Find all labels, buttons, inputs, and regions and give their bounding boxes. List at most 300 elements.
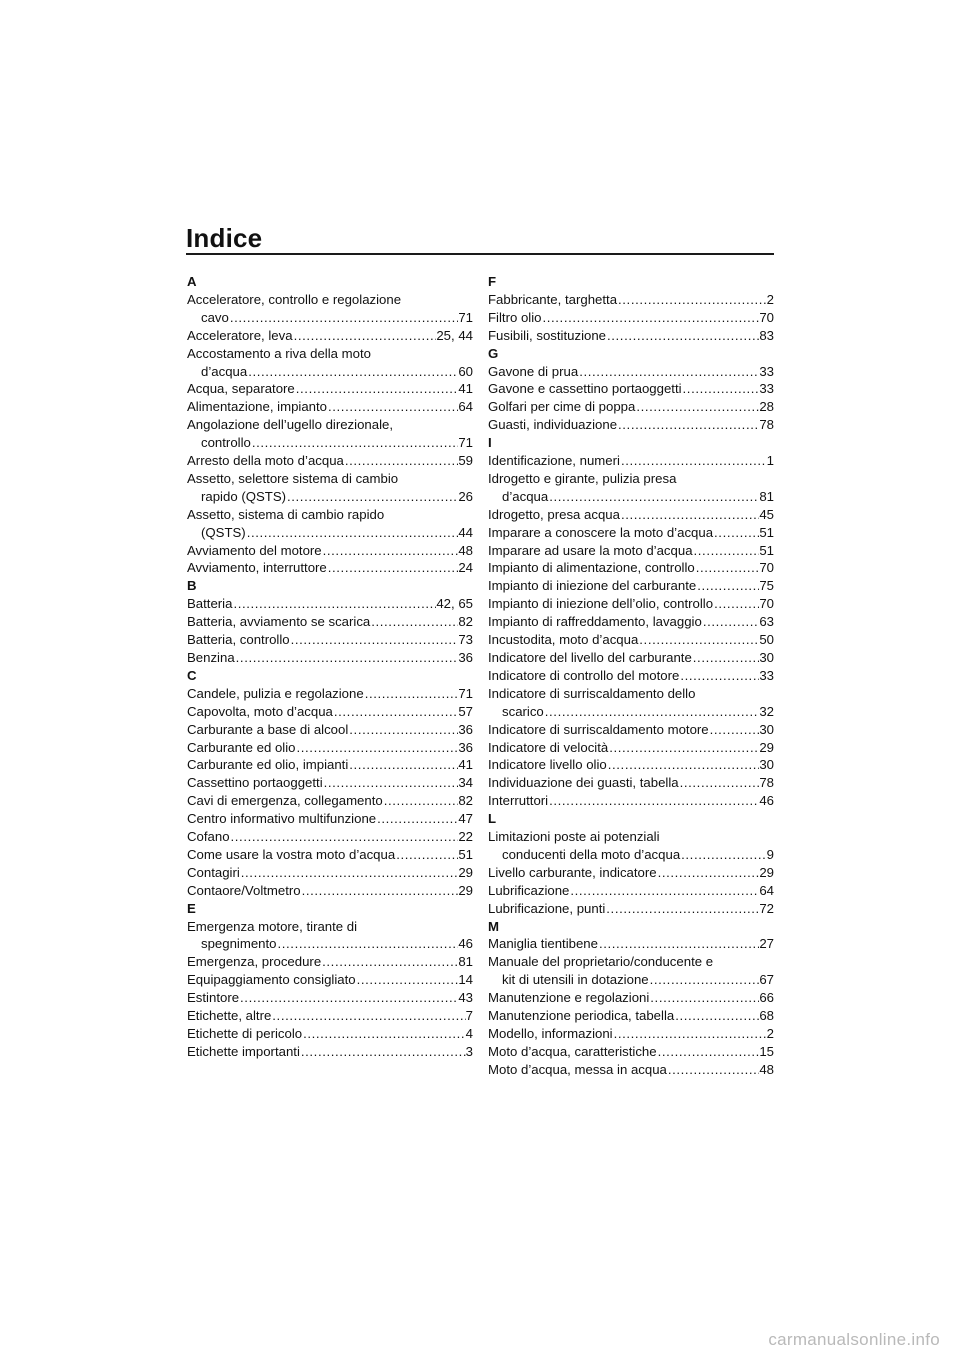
- index-entry-line: [488, 864, 774, 882]
- index-entry-line: [187, 434, 473, 452]
- index-entry: [187, 631, 473, 649]
- index-entry: [488, 989, 774, 1007]
- index-entry-page: 14: [458, 972, 473, 988]
- index-entry-page: 2: [766, 1025, 774, 1041]
- index-entry-line: [187, 882, 473, 900]
- index-entry-page: 1: [766, 453, 774, 469]
- index-entry-text: Accostamento a riva della moto: [187, 345, 371, 361]
- index-entry-line: [488, 506, 774, 524]
- index-entry-line: [488, 1007, 774, 1025]
- index-entry: [187, 613, 473, 631]
- index-entry: [187, 380, 473, 398]
- index-entry-page: 30: [759, 649, 774, 665]
- index-entry-page: 64: [759, 882, 774, 898]
- section-letter: B: [187, 578, 197, 594]
- dot-leader: [713, 595, 759, 613]
- index-entry: [488, 685, 774, 721]
- index-entry-text: Indicatore di surriscaldamento dello: [488, 685, 696, 701]
- page-title: Indice: [186, 223, 263, 253]
- dot-leader: [692, 649, 760, 667]
- dot-leader: [230, 828, 459, 846]
- index-entry-line: [488, 649, 774, 667]
- index-column-left: [187, 273, 473, 1061]
- index-entry-line: [488, 756, 774, 774]
- dot-leader: [578, 363, 759, 381]
- index-entry-text: Individuazione dei guasti, tabella: [488, 775, 679, 791]
- dot-leader: [356, 971, 459, 989]
- index-entry-page: 73: [458, 632, 473, 648]
- dot-leader: [323, 774, 459, 792]
- index-entry-line: [488, 774, 774, 792]
- index-entry: [187, 1025, 473, 1043]
- index-entry-text: Batteria, controllo: [187, 632, 290, 648]
- index-entry-line: [187, 846, 473, 864]
- index-entry-page: 82: [458, 614, 473, 630]
- index-entry: [187, 1007, 473, 1025]
- index-entry-line: [187, 935, 473, 953]
- index-entry-page: 3: [465, 1043, 473, 1059]
- index-entry-text: Acceleratore, controllo e regolazione: [187, 291, 402, 307]
- section-letter: F: [488, 274, 497, 289]
- index-entry: [488, 667, 774, 685]
- index-entry-text: Come usare la vostra moto d’acqua: [187, 846, 396, 862]
- index-entry: [187, 756, 473, 774]
- dot-leader: [674, 1007, 759, 1025]
- index-entry-line: [488, 953, 774, 971]
- index-entry-text: Idrogetto, presa acqua: [488, 506, 620, 522]
- index-entry-line: [488, 470, 774, 488]
- index-entry-page: 51: [458, 846, 473, 862]
- index-entry-text: Fusibili, sostituzione: [488, 327, 607, 343]
- dot-leader: [229, 309, 458, 327]
- index-entry-text: d’acqua: [502, 488, 549, 504]
- index-entry: [488, 416, 774, 434]
- dot-leader: [251, 434, 458, 452]
- dot-leader: [376, 810, 458, 828]
- section-letter: M: [488, 918, 499, 934]
- index-entry-page: 75: [759, 578, 774, 594]
- index-entry-line: [187, 398, 473, 416]
- index-entry-text: Indicatore del livello del carburante: [488, 649, 692, 665]
- index-entry: [488, 1025, 774, 1043]
- section-letter: I: [488, 435, 492, 451]
- index-entry-page: 46: [759, 793, 774, 809]
- index-entry-page: 43: [458, 990, 473, 1006]
- index-entry-line: [488, 703, 774, 721]
- index-entry-page: 34: [458, 775, 473, 791]
- index-column-right: [488, 273, 774, 1079]
- index-entry-text: Etichette di pericolo: [187, 1026, 303, 1041]
- dot-leader: [395, 846, 458, 864]
- index-entry-line: [488, 595, 774, 613]
- index-entry-text: Contagiri: [187, 864, 240, 880]
- index-entry-page: 45: [759, 506, 774, 522]
- index-entry-page: 70: [759, 596, 774, 612]
- dot-leader: [383, 792, 459, 810]
- dot-leader: [295, 380, 459, 398]
- dot-leader: [344, 452, 458, 470]
- index-entry-page: 44: [458, 524, 473, 540]
- dot-leader: [607, 756, 760, 774]
- index-entry-text: Carburante ed olio, impianti: [187, 757, 349, 773]
- index-entry-text: d’acqua: [201, 363, 248, 379]
- index-entry-text: Carburante ed olio: [187, 739, 296, 755]
- dot-leader: [348, 756, 458, 774]
- index-entry-line: [187, 631, 473, 649]
- index-entry-text: rapido (QSTS): [201, 488, 287, 504]
- dot-leader: [613, 1025, 767, 1043]
- index-entry: [488, 756, 774, 774]
- index-entry-text: Acceleratore, leva: [187, 327, 293, 343]
- index-entry: [187, 989, 473, 1007]
- index-entry-page: 51: [759, 524, 774, 540]
- index-entry-text: (QSTS): [201, 524, 246, 540]
- index-entry-page: 59: [458, 453, 473, 469]
- index-entry-page: 29: [458, 882, 473, 898]
- index-entry-line: [187, 506, 473, 524]
- dot-leader: [620, 506, 759, 524]
- index-entry-line: [488, 721, 774, 739]
- title-rule: [186, 253, 774, 255]
- index-entry-line: [488, 416, 774, 434]
- index-entry-line: [187, 828, 473, 846]
- index-entry-page: 78: [759, 775, 774, 791]
- index-entry-page: 27: [759, 936, 774, 952]
- dot-leader: [695, 559, 760, 577]
- index-entry: [488, 613, 774, 631]
- dot-leader: [680, 846, 767, 864]
- index-entry-page: 29: [759, 864, 774, 880]
- index-entry-line: [488, 363, 774, 381]
- index-entry: [488, 953, 774, 989]
- index-entry: [187, 792, 473, 810]
- index-entry-text: Angolazione dell’ugello direzionale,: [187, 417, 394, 433]
- dot-leader: [240, 864, 459, 882]
- index-entry-line: [187, 559, 473, 577]
- dot-leader: [635, 398, 759, 416]
- dot-leader: [679, 774, 760, 792]
- dot-leader: [235, 649, 459, 667]
- dot-leader: [620, 452, 767, 470]
- index-entry: [187, 774, 473, 792]
- dot-leader: [300, 1043, 466, 1061]
- index-entry-text: Indicatore di surriscaldamento motore: [488, 721, 709, 737]
- index-entry-page: 2: [766, 291, 774, 307]
- index-entry-line: [488, 667, 774, 685]
- index-entry-text: Incustodita, moto d’acqua: [488, 632, 639, 648]
- index-entry-page: 28: [759, 399, 774, 415]
- dot-leader: [348, 721, 458, 739]
- dot-leader: [709, 721, 760, 739]
- index-entry-page: 33: [759, 381, 774, 397]
- dot-leader: [649, 971, 760, 989]
- index-entry-line: [488, 398, 774, 416]
- index-entry: [187, 846, 473, 864]
- index-entry: [187, 506, 473, 542]
- index-entry: [488, 882, 774, 900]
- index-entry-page: 60: [458, 363, 473, 379]
- index-entry: [187, 1043, 473, 1061]
- index-entry-line: [488, 309, 774, 327]
- index-entry-text: Maniglia tientibene: [488, 936, 598, 952]
- index-entry-page: 81: [458, 954, 473, 970]
- index-entry-line: [488, 559, 774, 577]
- index-entry-page: 7: [465, 1008, 473, 1024]
- index-entry-line: [187, 685, 473, 703]
- index-entry: [187, 703, 473, 721]
- index-entry-line: [187, 291, 473, 309]
- index-entry-line: [187, 649, 473, 667]
- index-entry-page: 25, 44: [436, 327, 473, 343]
- index-entry-page: 36: [458, 721, 473, 737]
- index-entry-text: Capovolta, moto d’acqua: [187, 703, 333, 719]
- index-entry-page: 48: [458, 542, 473, 558]
- dot-leader: [286, 488, 458, 506]
- index-entry-line: [187, 739, 473, 757]
- index-entry-text: Impianto di iniezione dell’olio, controllo: [488, 596, 714, 612]
- index-entry-page: 83: [759, 327, 774, 343]
- index-entry-page: 82: [458, 793, 473, 809]
- index-entry-text: Acqua, separatore: [187, 381, 295, 397]
- index-entry: [187, 595, 473, 613]
- index-entry-line: [187, 810, 473, 828]
- index-entry-text: kit di utensili in dotazione: [502, 972, 649, 988]
- index-entry-page: 70: [759, 309, 774, 325]
- index-entry-line: [187, 1025, 473, 1043]
- index-entry: [187, 416, 473, 452]
- dot-leader: [638, 631, 759, 649]
- index-entry-line: [187, 864, 473, 882]
- index-entry-line: [488, 1025, 774, 1043]
- index-entry: [187, 291, 473, 327]
- dot-leader: [322, 542, 459, 560]
- dot-leader: [542, 309, 760, 327]
- index-entry-text: Cavi di emergenza, collegamento: [187, 793, 383, 809]
- index-entry-text: Interruttori: [488, 793, 549, 809]
- dot-leader: [364, 685, 459, 703]
- index-entry-text: Identificazione, numeri: [488, 453, 620, 469]
- index-entry-text: Impianto di raffreddamento, lavaggio: [488, 614, 702, 630]
- index-entry-text: Golfari per cime di poppa: [488, 399, 636, 415]
- index-entry-text: Lubrificazione: [488, 882, 570, 898]
- dot-leader: [247, 363, 458, 381]
- index-entry-page: 9: [766, 846, 774, 862]
- index-entry: [187, 649, 473, 667]
- dot-leader: [544, 703, 760, 721]
- index-entry-text: Cassettino portaoggetti: [187, 775, 323, 791]
- index-entry-text: Livello carburante, indicatore: [488, 864, 657, 880]
- dot-leader: [682, 380, 760, 398]
- index-entry-text: Avviamento, interruttore: [187, 560, 327, 576]
- index-entry-line: [488, 577, 774, 595]
- index-entry: [187, 685, 473, 703]
- index-entry-text: Arresto della moto d’acqua: [187, 453, 344, 469]
- index-entry: [488, 828, 774, 864]
- dot-leader: [608, 739, 759, 757]
- index-entry-line: [187, 363, 473, 381]
- dot-leader: [290, 631, 459, 649]
- index-entry-line: [187, 613, 473, 631]
- index-entry-text: conducenti della moto d’acqua: [502, 846, 681, 862]
- index-entry: [488, 595, 774, 613]
- dot-leader: [649, 989, 759, 1007]
- index-entry: [187, 470, 473, 506]
- index-entry-line: [187, 380, 473, 398]
- dot-leader: [679, 667, 759, 685]
- index-entry-text: Gavone di prua: [488, 363, 579, 379]
- index-entry-text: Imparare a conoscere la moto d’acqua: [488, 524, 714, 540]
- index-entry-line: [488, 631, 774, 649]
- index-entry-line: [187, 721, 473, 739]
- index-entry: [187, 721, 473, 739]
- index-entry: [488, 380, 774, 398]
- dot-leader: [327, 559, 459, 577]
- index-entry-page: 41: [458, 381, 473, 397]
- index-entry-page: 36: [458, 650, 473, 665]
- index-entry-text: Filtro olio: [488, 309, 542, 325]
- index-entry-line: [187, 595, 473, 613]
- dot-leader: [321, 953, 458, 971]
- index-entry: [488, 631, 774, 649]
- index-entry-line: [488, 327, 774, 345]
- index-entry: [488, 739, 774, 757]
- index-entry-text: Contaore/Voltmetro: [187, 882, 301, 898]
- index-entry: [187, 739, 473, 757]
- index-entry-page: 36: [458, 739, 473, 755]
- index-entry-text: Etichette importanti: [187, 1043, 300, 1059]
- dot-leader: [696, 577, 759, 595]
- index-entry-line: [187, 756, 473, 774]
- index-entry: [187, 971, 473, 989]
- index-entry: [488, 1043, 774, 1061]
- index-entry-page: 15: [759, 1043, 774, 1059]
- index-entry-line: [187, 918, 473, 936]
- index-entry-line: [488, 900, 774, 918]
- index-entry: [187, 828, 473, 846]
- index-entry: [488, 774, 774, 792]
- dot-leader: [713, 524, 759, 542]
- index-entry-page: 4: [465, 1026, 473, 1041]
- index-entry-text: Etichette, altre: [187, 1008, 272, 1024]
- index-entry-page: 30: [759, 721, 774, 737]
- index-entry-line: [187, 1007, 473, 1025]
- index-entry: [488, 649, 774, 667]
- index-entry: [488, 309, 774, 327]
- index-entry-line: [187, 774, 473, 792]
- index-entry-page: 70: [759, 560, 774, 576]
- index-entry-line: [488, 613, 774, 631]
- dot-leader: [569, 882, 759, 900]
- dot-leader: [657, 1043, 760, 1061]
- index-entry-text: Impianto di iniezione del carburante: [488, 578, 697, 594]
- index-entry-text: Imparare ad usare la moto d’acqua: [488, 542, 693, 558]
- index-entry-line: [488, 488, 774, 506]
- index-entry: [187, 864, 473, 882]
- index-entry-line: [488, 524, 774, 542]
- index-entry-text: Equipaggiamento consigliato: [187, 972, 356, 988]
- index-entry-text: cavo: [201, 309, 229, 325]
- index-entry-text: Indicatore livello olio: [488, 757, 607, 773]
- dot-leader: [333, 703, 458, 721]
- index-entry-line: [488, 1061, 774, 1079]
- index-entry-line: [187, 452, 473, 470]
- index-entry-line: [488, 542, 774, 560]
- index-entry: [187, 559, 473, 577]
- index-entry-page: 57: [458, 703, 473, 719]
- index-entry-page: 30: [759, 757, 774, 773]
- index-entry-text: Indicatore di controllo del motore: [488, 667, 680, 683]
- index-entry-text: Candele, pulizia e regolazione: [187, 685, 364, 701]
- dot-leader: [239, 989, 458, 1007]
- index-entry-line: [488, 685, 774, 703]
- dot-leader: [617, 416, 759, 434]
- index-entry-text: controllo: [201, 435, 251, 451]
- index-entry-line: [488, 828, 774, 846]
- index-entry-text: Assetto, sistema di cambio rapido: [187, 506, 385, 522]
- index-entry-page: 63: [759, 614, 774, 630]
- index-entry-line: [488, 291, 774, 309]
- index-entry-text: Guasti, individuazione: [488, 417, 618, 433]
- index-entry-page: 26: [458, 488, 473, 504]
- section-letter: G: [488, 345, 499, 361]
- index-entry-line: [187, 971, 473, 989]
- index-entry-line: [187, 703, 473, 721]
- index-entry-page: 24: [458, 560, 473, 576]
- index-entry-page: 42, 65: [436, 596, 473, 612]
- index-entry-text: Cofano: [187, 829, 230, 845]
- dot-leader: [301, 882, 459, 900]
- dot-leader: [296, 739, 459, 757]
- index-entry-text: Emergenza motore, tirante di: [187, 918, 358, 934]
- index-entry-page: 48: [759, 1061, 774, 1077]
- index-entry-text: scarico: [502, 703, 544, 719]
- index-entry-text: Indicatore di velocità: [488, 739, 609, 755]
- index-entry: [187, 345, 473, 381]
- index-entry: [187, 882, 473, 900]
- section-letter: L: [488, 811, 497, 827]
- index-entry-line: [187, 989, 473, 1007]
- index-entry-line: [488, 1043, 774, 1061]
- index-entry: [488, 559, 774, 577]
- index-entry-text: Alimentazione, impianto: [187, 399, 328, 415]
- index-entry-page: 46: [458, 936, 473, 952]
- index-entry: [488, 506, 774, 524]
- index-entry-text: Carburante a base di alcool: [187, 721, 349, 737]
- index-entry-text: Centro informativo multifunzione: [187, 811, 377, 827]
- index-entry-text: Emergenza, procedure: [187, 954, 322, 970]
- index-entry-line: [187, 488, 473, 506]
- index-entry: [187, 953, 473, 971]
- index-entry-line: [488, 989, 774, 1007]
- dot-leader: [277, 935, 459, 953]
- index-entry: [187, 327, 473, 345]
- index-entry-page: 67: [759, 972, 774, 988]
- dot-leader: [617, 291, 767, 309]
- index-entry: [488, 327, 774, 345]
- dot-leader: [548, 488, 759, 506]
- index-entry: [488, 1007, 774, 1025]
- index-entry-text: Limitazioni poste ai potenziali: [488, 829, 660, 845]
- index-entry: [488, 577, 774, 595]
- index-entry-text: Assetto, selettore sistema di cambio: [187, 470, 399, 486]
- index-entry-page: 66: [759, 990, 774, 1006]
- index-entry-page: 29: [458, 864, 473, 880]
- index-entry-line: [187, 470, 473, 488]
- dot-leader: [293, 327, 437, 345]
- index-entry-text: Impianto di alimentazione, controllo: [488, 560, 695, 576]
- dot-leader: [327, 398, 458, 416]
- index-entry-line: [187, 542, 473, 560]
